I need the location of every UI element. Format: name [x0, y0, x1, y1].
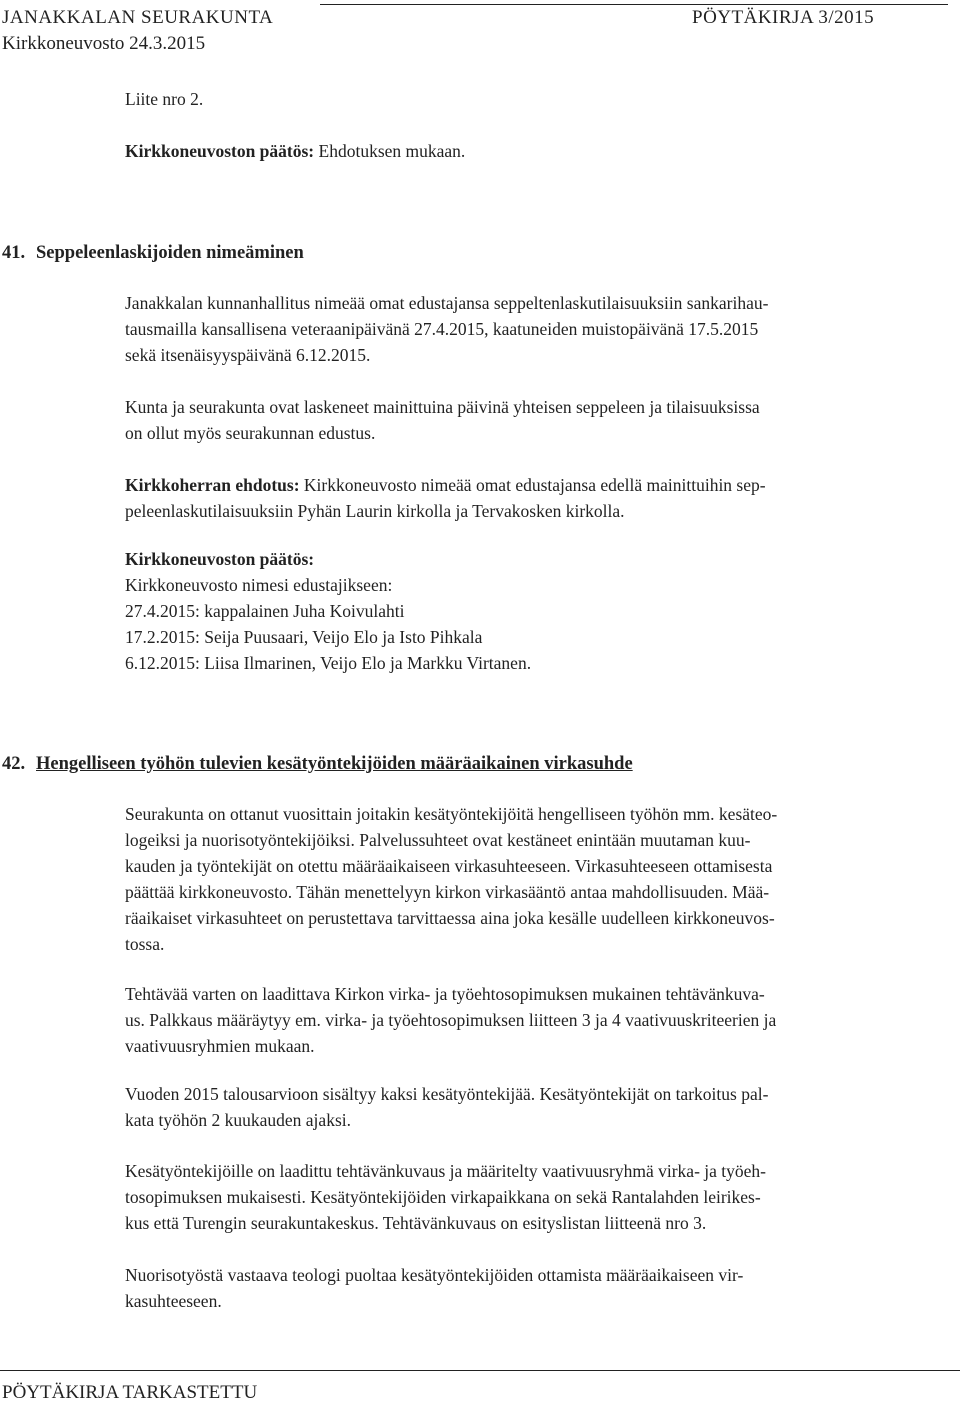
- section-42-heading: [2, 751, 633, 777]
- section-42-paragraph-4: [125, 1158, 953, 1236]
- section-42-paragraph-1: [125, 801, 953, 957]
- text-line: tausmailla kansallisena veteraanipäivänä 27.4.2015, kaatuneiden muistopäivänä 17.5.2015: [125, 319, 759, 339]
- section-41-heading: [2, 240, 304, 266]
- text-line: räaikaiset virkasuhteet on perustettava tarvittaessa aina joka kesälle uudelleen kirkkoneuvos-: [125, 908, 775, 928]
- text-line: Kunta ja seurakunta ovat laskeneet mainittuina päivinä yhteisen seppeleen ja tilaisuuksissa: [125, 397, 760, 417]
- header-meeting-date: Kirkkoneuvosto 24.3.2015: [2, 33, 206, 54]
- footer-rule: [0, 1370, 960, 1371]
- text-line: tosopimuksen mukaisesti. Kesätyöntekijöiden virkapaikkana on sekä Rantalahden leirikes-: [125, 1187, 761, 1207]
- text-line: peleenlaskutilaisuuksiin Pyhän Laurin kirkolla ja Tervakosken kirkolla.: [125, 501, 625, 521]
- text-line: sekä itsenäisyyspäivänä 6.12.2015.: [125, 345, 371, 365]
- text-line: kata työhön 2 kuukauden ajaksi.: [125, 1110, 351, 1130]
- text-line: kus että Turengin seurakuntakeskus. Tehtävänkuvaus on esityslistan liitteenä nro 3.: [125, 1213, 707, 1233]
- header-rule: [320, 4, 948, 5]
- text-line: kauden ja työntekijät on otettu määräaikaiseen virkasuhteeseen. Virkasuhteeseen ottamisesta: [125, 856, 773, 876]
- text-line: on ollut myös seurakunnan edustus.: [125, 423, 376, 443]
- text-line: Tehtävää varten on laadittava Kirkon virka- ja työehtosopimuksen mukainen tehtävänkuva-: [125, 984, 765, 1004]
- header-document-id: PÖYTÄKIRJA 3/2015: [692, 7, 875, 28]
- section-41-decision: [125, 546, 953, 676]
- top-decision: [125, 138, 953, 164]
- decision-intro: Kirkkoneuvosto nimesi edustajikseen:: [125, 575, 393, 595]
- text-line: us. Palkkaus määräytyy em. virka- ja työehtosopimuksen liitteen 3 ja 4 vaativuuskriteerien ja: [125, 1010, 777, 1030]
- text-line: Seurakunta on ottanut vuosittain joitakin kesätyöntekijöitä hengelliseen työhön mm. kesäteo-: [125, 804, 778, 824]
- text-line: tossa.: [125, 934, 165, 954]
- section-42-paragraph-5: [125, 1262, 953, 1314]
- decision-item: 6.12.2015: Liisa Ilmarinen, Veijo Elo ja Markku Virtanen.: [125, 653, 532, 673]
- header-organization: JANAKKALAN SEURAKUNTA: [2, 7, 274, 28]
- text-line: logeiksi ja nuorisotyöntekijöiksi. Palvelussuhteet ovat kestäneet enintään muutaman kuu-: [125, 830, 751, 850]
- section-41-title: Seppeleenlaskijoiden nimeäminen: [36, 243, 304, 263]
- text-line: Janakkalan kunnanhallitus nimeää omat edustajansa seppeltenlaskutilaisuuksiin sankarihau-: [125, 293, 769, 313]
- section-41-proposal: [125, 472, 953, 524]
- proposal-label: Kirkkoherran ehdotus:: [125, 475, 300, 495]
- decision-item: 17.2.2015: Seija Puusaari, Veijo Elo ja Isto Pihkala: [125, 627, 483, 647]
- text-line: Nuorisotyöstä vastaava teologi puoltaa kesätyöntekijöiden ottamista määräaikaiseen vir-: [125, 1265, 744, 1285]
- text-line: kasuhteeseen.: [125, 1291, 222, 1311]
- decision-label: Kirkkoneuvoston päätös:: [125, 141, 315, 161]
- section-42-number: 42.: [2, 754, 26, 774]
- section-42-paragraph-3: [125, 1081, 953, 1133]
- decision-text: Ehdotuksen mukaan.: [314, 141, 466, 161]
- decision-label: Kirkkoneuvoston päätös:: [125, 549, 315, 569]
- section-41-number: 41.: [2, 243, 26, 263]
- text-line: päättää kirkkoneuvosto. Tähän menettelyyn kirkon virkasääntö antaa mahdollisuuden. Mää-: [125, 882, 770, 902]
- section-41-paragraph-2: [125, 394, 953, 446]
- text-line: Kirkkoneuvosto nimeää omat edustajansa edellä mainittuihin sep-: [299, 475, 766, 495]
- text-line: Kesätyöntekijöille on laadittu tehtävänkuvaus ja määritelty vaativuusryhmä virka- ja työeh-: [125, 1161, 766, 1181]
- section-42-title: Hengelliseen työhön tulevien kesätyöntekijöiden määräaikainen virkasuhde: [36, 754, 633, 774]
- text-line: Vuoden 2015 talousarvioon sisältyy kaksi kesätyöntekijää. Kesätyöntekijät on tarkoitus pal-: [125, 1084, 769, 1104]
- text-line: vaativuusryhmien mukaan.: [125, 1036, 315, 1056]
- section-41-paragraph-1: [125, 290, 953, 368]
- footer-checked-note: PÖYTÄKIRJA TARKASTETTU: [2, 1382, 258, 1403]
- decision-item: 27.4.2015: kappalainen Juha Koivulahti: [125, 601, 405, 621]
- attachment-note: Liite nro 2.: [125, 89, 204, 109]
- section-42-paragraph-2: [125, 981, 953, 1059]
